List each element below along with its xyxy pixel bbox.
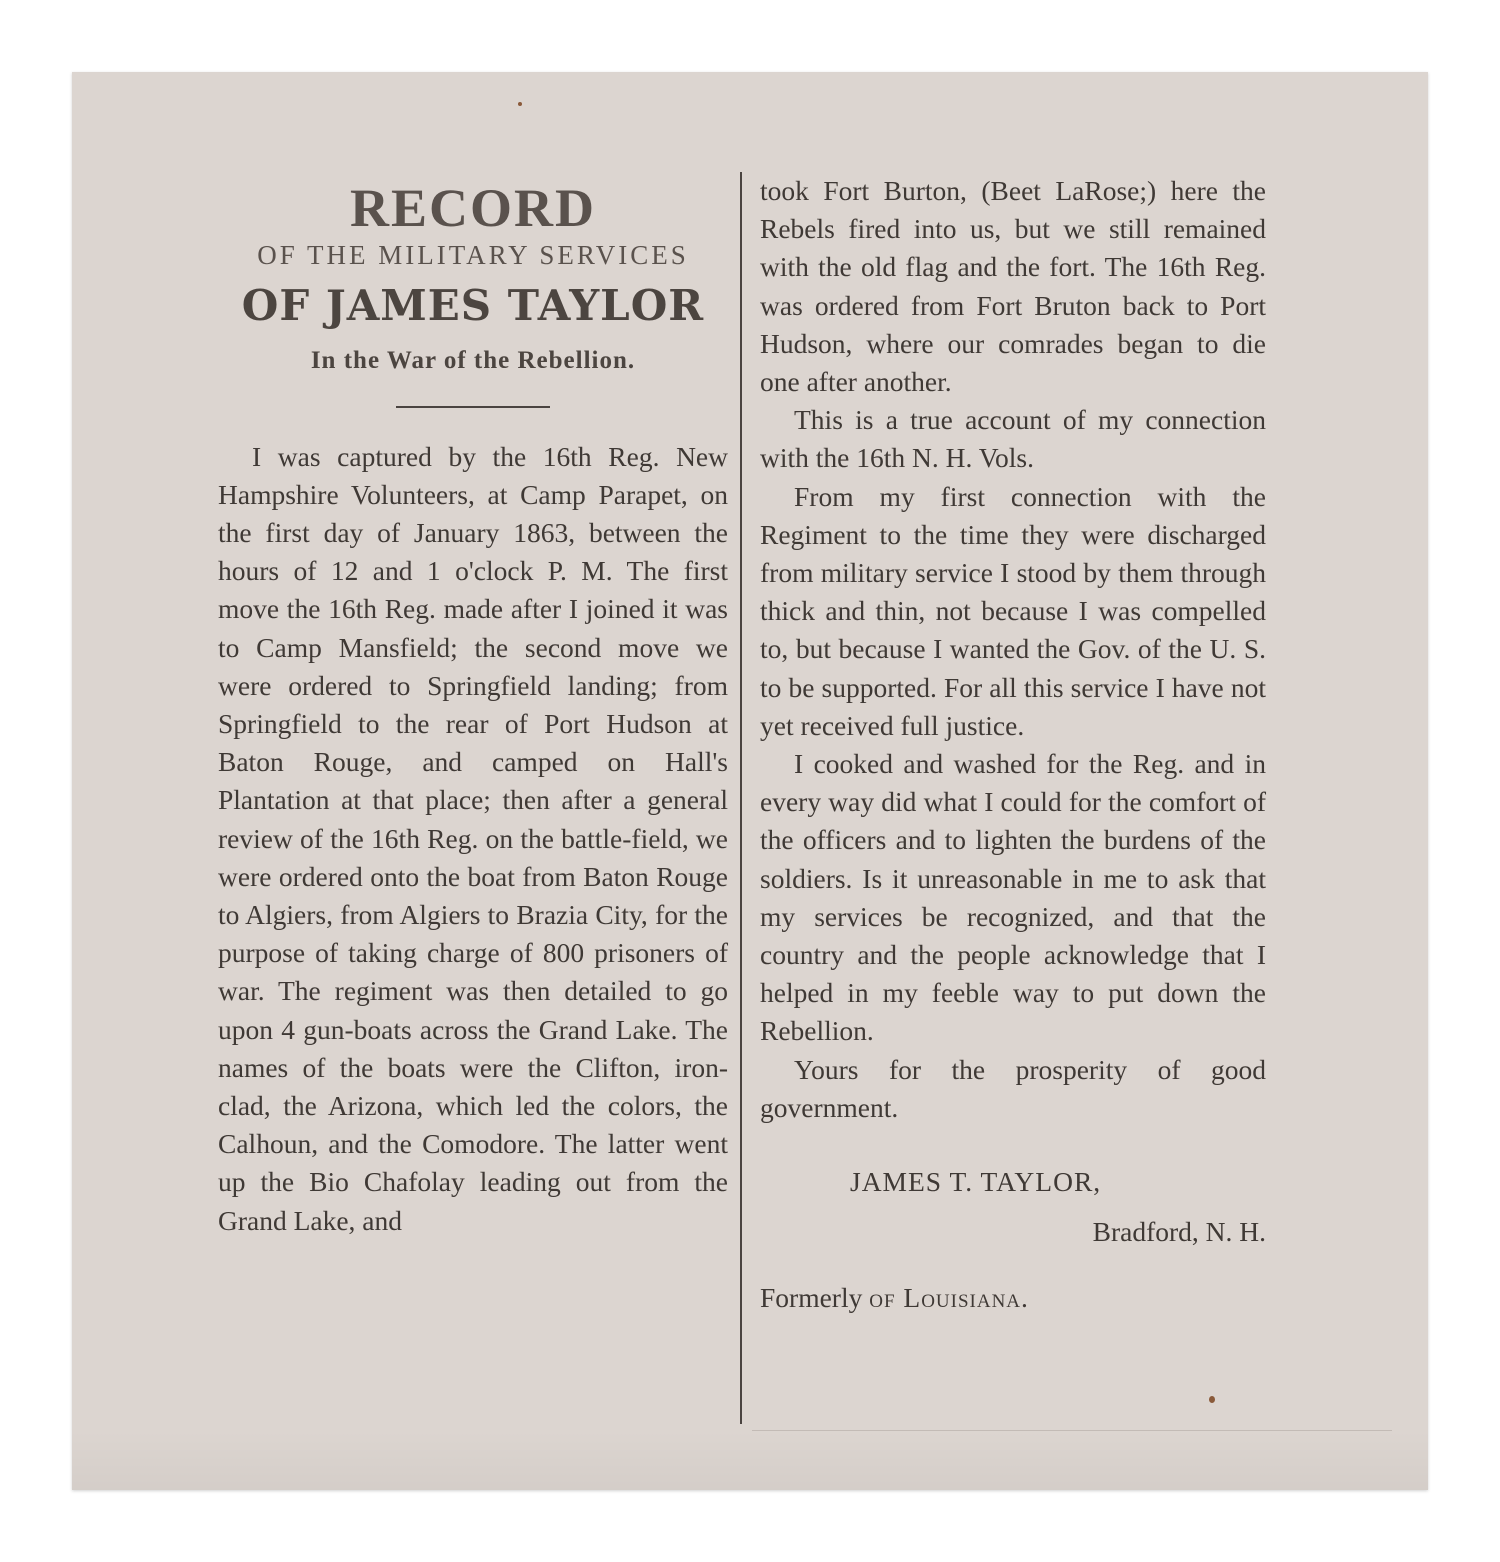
signature-formerly xyxy=(760,1279,1266,1317)
signature-place: Bradford, N. H. xyxy=(1092,1216,1266,1248)
document-name-heading: OF JAMES TAYLOR xyxy=(241,281,705,330)
paper-fold-line xyxy=(752,1430,1392,1431)
document-subtitle: OF THE MILITARY SERVICES xyxy=(257,240,689,270)
body-paragraph-continued: took Fort Burton, (Beet LaRose;) here the Rebels fired into us, but we still remained with the old flag and the fort. The 16th Reg. was ordered from Fort Bruton back to Port Hudson, where our comrades began to die one after another. xyxy=(760,175,1266,398)
document-title: RECORD xyxy=(349,178,596,238)
body-paragraph: I cooked and washed for the Reg. and in every way did what I could for the comfort of the officers and to lighten the burdens of the soldiers. Is it unreasonable in me to ask that my services be recognized, and that the country and the people acknowledge that I helped in my feeble way to put down the Rebellion. xyxy=(760,748,1266,1047)
signature-name: JAMES T. TAYLOR, xyxy=(850,1166,1102,1198)
signature-formerly-word: Formerly xyxy=(760,1282,863,1314)
paper-speck xyxy=(518,102,522,106)
title-divider xyxy=(396,406,550,408)
paper-speck xyxy=(1209,1396,1215,1403)
right-column xyxy=(760,172,1266,1318)
left-column xyxy=(218,172,728,1240)
signature-formerly-rest: of Louisiana. xyxy=(869,1282,1029,1314)
body-paragraph: I was captured by the 16th Reg. New Hampshire Volunteers, at Camp Parapet, on the first day of January 1863, between the hours of 12 and 1 o'clock P. M. The first move the 16th Reg. made after I joined it was to Camp Mansfield; the second move we were ordered to Springfield landing; from Springfield to the rear of Port Hudson at Baton Rouge, and camped on Hall's Plantation at that place; then after a general review of the 16th Reg. on the battle-field, we were ordered onto the boat from Baton Rouge to Algiers, from Algiers to Brazia City, for the purpose of taking charge of 800 prisoners of war. The regiment was then detailed to go upon 4 gun-boats across the Grand Lake. The names of the boats were the Clifton, iron-clad, the Arizona, which led the colors, the Calhoun, and the Comodore. The latter went up the Bio Chafolay leading out from the Grand Lake, and xyxy=(218,440,728,1236)
body-paragraph: Yours for the prosperity of good government. xyxy=(760,1053,1266,1123)
column-rule xyxy=(740,172,742,1424)
printed-sheet xyxy=(72,72,1428,1490)
body-paragraph: From my first connection with the Regiment to the time they were discharged from military service I stood by them through thick and thin, not because I was compelled to, but because I wanted the Gov. of the U. S. to be supported. For all this service I have not yet received full justice. xyxy=(760,480,1266,741)
document-tagline: In the War of the Rebellion. xyxy=(310,347,636,374)
body-paragraph: This is a true account of my connection with the 16th N. H. Vols. xyxy=(760,404,1266,474)
